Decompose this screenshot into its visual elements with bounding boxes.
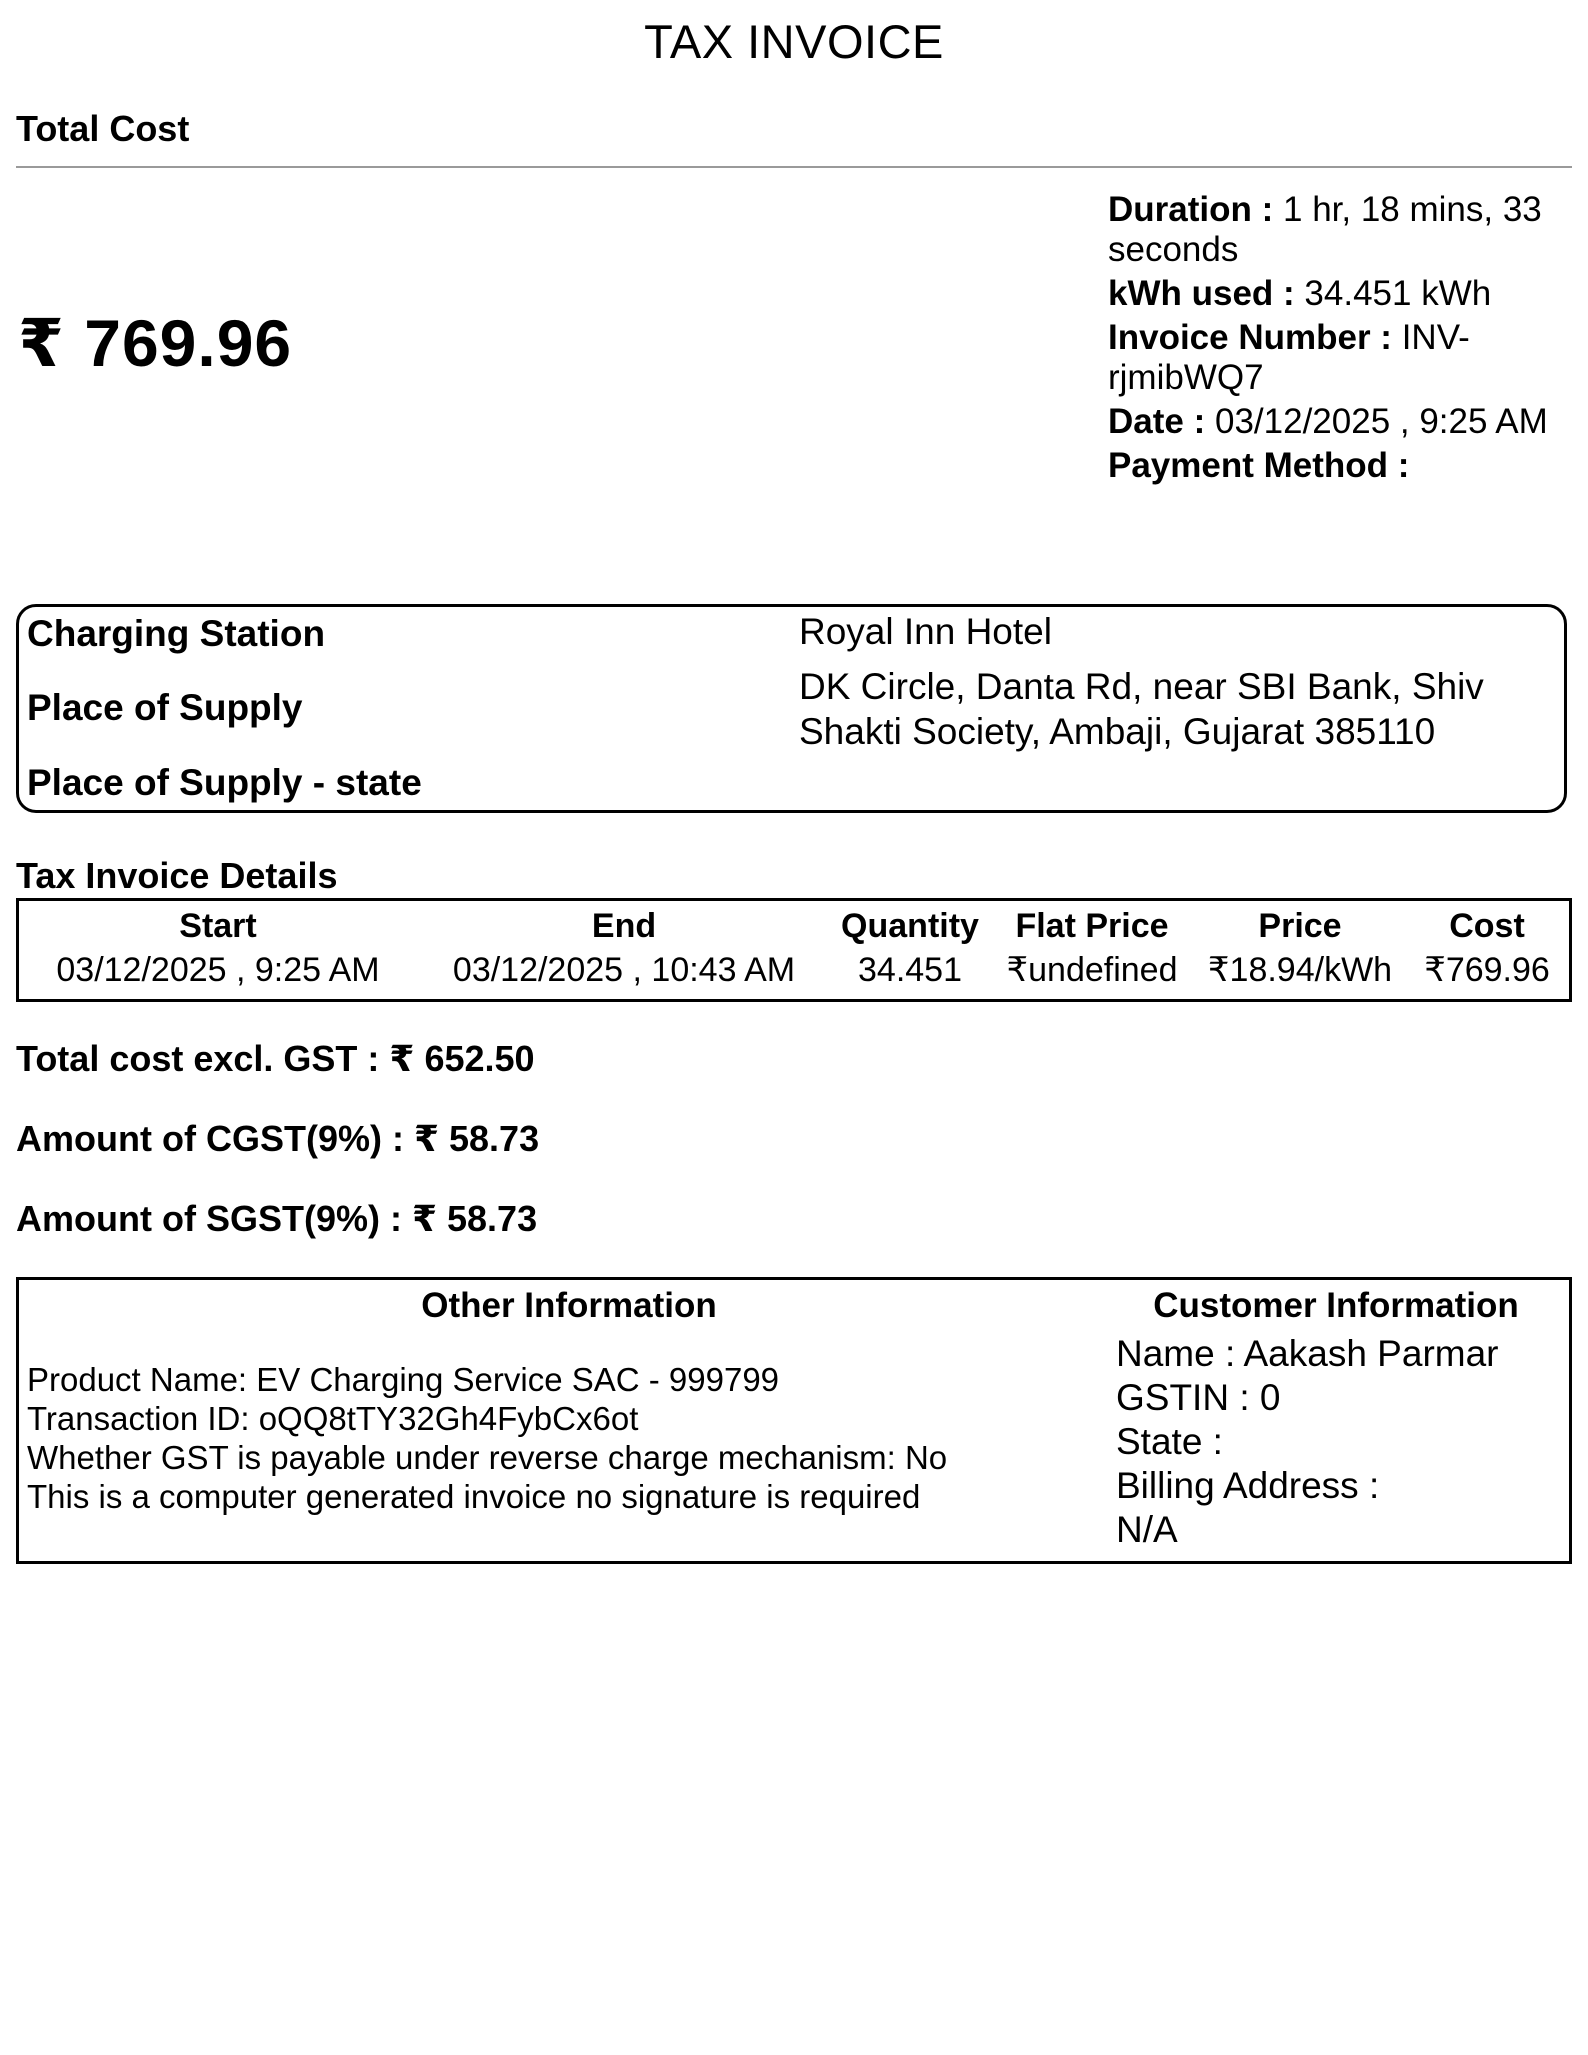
invoice-title: TAX INVOICE (644, 15, 944, 68)
date-row (1108, 402, 1548, 442)
cell-cost: ₹769.96 (1424, 951, 1550, 989)
place-of-supply-state-label: Place of Supply - state (27, 762, 422, 803)
tax-invoice-details-title: Tax Invoice Details (16, 855, 338, 896)
signature-note-line: This is a computer generated invoice no signature is required (27, 1478, 921, 1515)
customer-information-heading: Customer Information (1153, 1286, 1519, 1325)
reverse-charge-line: Whether GST is payable under reverse charge mechanism: No (27, 1439, 948, 1476)
charging-station-label: Charging Station (27, 613, 326, 654)
column-header-quantity: Quantity (841, 906, 979, 945)
cell-end: 03/12/2025 , 10:43 AM (452, 950, 796, 989)
column-header-end: End (591, 906, 657, 945)
charging-station-value: Royal Inn Hotel (799, 611, 1052, 652)
customer-information-list (1116, 1332, 1556, 1552)
kwh-label: kWh used : (1108, 274, 1295, 313)
billing-address-value: N/A (1116, 1509, 1178, 1550)
column-header-flat-price: Flat Price (1015, 906, 1169, 945)
total-excl-gst: Total cost excl. GST : ₹ 652.50 (16, 1038, 535, 1079)
cell-price: ₹18.94/kWh (1207, 951, 1393, 989)
tax-invoice-details-table (16, 898, 1572, 1002)
cell-start: 03/12/2025 , 9:25 AM (56, 950, 380, 989)
total-amount: ₹ 769.96 (18, 306, 293, 380)
other-information-heading: Other Information (421, 1286, 717, 1325)
invoice-summary (1108, 190, 1548, 490)
other-information-list (27, 1360, 1107, 1516)
payment-method-label: Payment Method : (1108, 446, 1410, 485)
duration-value: 1 hr, 18 mins, 33 seconds (1108, 190, 1542, 269)
invoice-number-label: Invoice Number : (1108, 318, 1392, 357)
column-header-price: Price (1258, 906, 1342, 945)
billing-address-label: Billing Address : (1116, 1465, 1380, 1506)
column-header-start: Start (179, 906, 257, 945)
cgst-amount: Amount of CGST(9%) : ₹ 58.73 (16, 1118, 540, 1159)
date-label: Date : (1108, 402, 1206, 441)
duration-label: Duration : (1108, 190, 1274, 229)
column-header-cost: Cost (1449, 906, 1525, 945)
customer-state: State : (1116, 1421, 1223, 1462)
customer-gstin: GSTIN : 0 (1116, 1377, 1281, 1418)
transaction-id-line: Transaction ID: oQQ8tTY32Gh4FybCx6ot (27, 1400, 639, 1437)
invoice-number-value: INV-rjmibWQ7 (1108, 318, 1470, 397)
total-cost-label: Total Cost (16, 108, 190, 149)
kwh-row (1108, 274, 1548, 314)
date-value: 03/12/2025 , 9:25 AM (1214, 402, 1548, 441)
table-header-row (19, 901, 1569, 947)
sgst-amount: Amount of SGST(9%) : ₹ 58.73 (16, 1198, 538, 1239)
duration-row (1108, 190, 1548, 270)
table-row (19, 947, 1569, 993)
place-of-supply-label: Place of Supply (27, 687, 303, 728)
kwh-value: 34.451 kWh (1304, 274, 1492, 313)
station-info-box (16, 604, 1567, 813)
info-box (16, 1277, 1572, 1564)
payment-method-row (1108, 446, 1548, 486)
invoice-number-row (1108, 318, 1548, 398)
cell-flat-price: ₹undefined (1006, 951, 1178, 989)
place-of-supply-value: DK Circle, Danta Rd, near SBI Bank, Shiv Shakti Society, Ambaji, Gujarat 385110 (799, 666, 1484, 752)
product-name-line: Product Name: EV Charging Service SAC - 999799 (27, 1361, 780, 1398)
cell-quantity: 34.451 (858, 950, 962, 989)
details-table (19, 901, 1569, 993)
customer-name: Name : Aakash Parmar (1116, 1333, 1499, 1374)
divider (16, 166, 1572, 168)
